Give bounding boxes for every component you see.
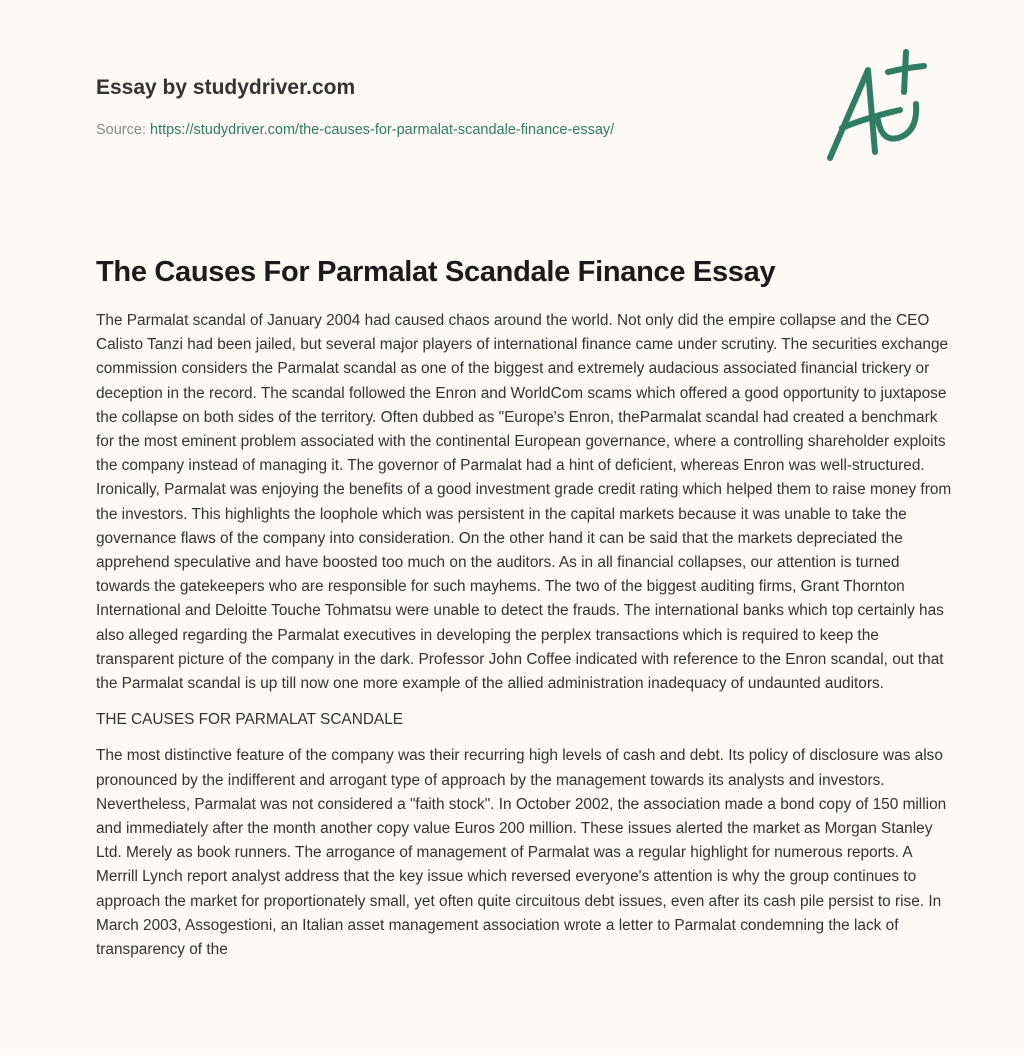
- header: [96, 76, 614, 138]
- article-paragraph: The most distinctive feature of the company was their recurring high levels of cash and debt. Its policy of disclosure was also pronounced by the indifferent and arrogant type of approach by the management towards its analysts and investors. Nevertheless, Parmalat was not considered a "faith stock". In October 2002, the association made a bond copy of 150 million and immediately after the month another copy value Euros 200 million. These issues alerted the market as Morgan Stanley Ltd. Merely as book runners. The arrogance of management of Parmalat was a regular highlight for numerous reports. A Merrill Lynch report analyst address that the key issue which reversed everyone's attention is why the group continues to approach the market for proportionately small, yet often quite circuitous debt issues, even after its cash pile persist to rise. In March 2003, Assogestioni, an Italian asset management association wrote a letter to Parmalat condemning the lack of transparency of the: [96, 747, 947, 959]
- source-line: [96, 122, 614, 138]
- article-paragraph: The Parmalat scandal of January 2004 had caused chaos around the world. Not only did the empire collapse and the CEO Calisto Tanzi had been jailed, but several major players of international finance came under scrutiny. The securities exchange commission considers the Parmalat scandal as one of the biggest and extremely audacious associated financial trickery or deception in the record. The scandal followed the Enron and WorldCom scams which offered a good opportunity to juxtapose the collapse on both sides of the territory. Often dubbed as "Europe's Enron, theParmalat scandal had created a benchmark for the most eminent problem associated with the continental European governance, where a controlling shareholder exploits the company instead of managing it. The governor of Parmalat had a hint of deficient, whereas Enron was well-structured. Ironically, Parmalat was enjoying the benefits of a good investment grade credit rating which helped them to raise money from the investors. This highlights the loophole which was persistent in the capital markets because it was unable to take the governance flaws of the company into consideration. On the other hand it can be said that the markets depreciated the apprehend speculative and have boosted too much on the auditors. As in all financial collapses, our attention is turned towards the gatekeepers who are responsible for such mayhems. The two of the biggest auditing firms, Grant Thornton International and Deloitte Touche Tohmatsu were unable to detect the frauds. The international banks which top certainly has also alleged regarding the Parmalat executives in developing the perplex transactions which is required to keep the transparent picture of the company in the dark. Professor John Coffee indicated with reference to the Enron scandal, out that the Parmalat scandal is up till now one more example of the allied administration inadequacy of undaunted auditors.: [96, 312, 952, 693]
- article: [96, 256, 956, 974]
- article-title: The Causes For Parmalat Scandale Finance Essay: [96, 256, 776, 288]
- source-label: Source:: [96, 122, 150, 138]
- source-link[interactable]: https://studydriver.com/the-causes-for-parmalat-scandale-finance-essay/: [150, 122, 615, 138]
- section-heading: THE CAUSES FOR PARMALAT SCANDALE: [96, 711, 404, 729]
- a-plus-logo-icon: [820, 40, 930, 165]
- site-brand: Essay by studydriver.com: [96, 76, 356, 99]
